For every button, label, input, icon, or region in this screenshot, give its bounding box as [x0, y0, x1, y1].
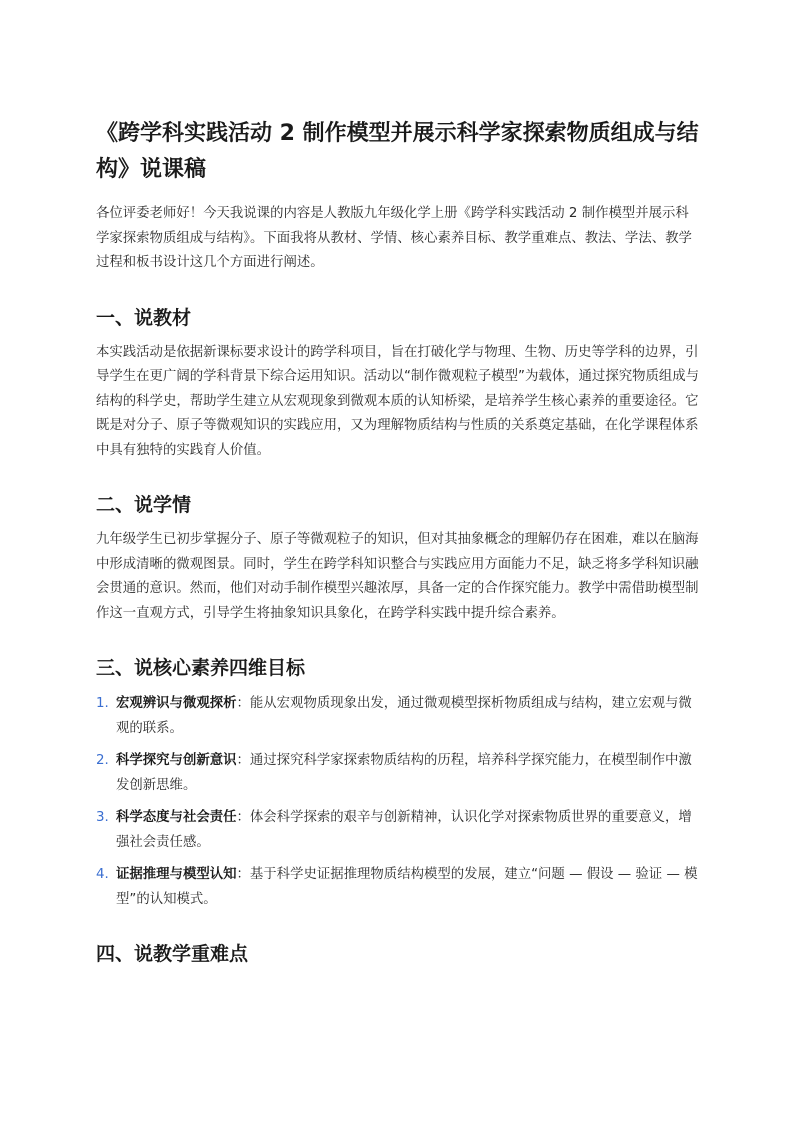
- goal-description: ：体会科学探索的艰辛与创新精神，认识化学对探索物质世界的重要意义，增强社会责任感。: [116, 810, 692, 850]
- goal-term: 证据推理与模型认知: [116, 867, 237, 882]
- list-number: 1.: [96, 696, 109, 711]
- list-number: 2.: [96, 753, 109, 768]
- list-number: 3.: [96, 810, 109, 825]
- list-item: [96, 692, 700, 741]
- list-number: 4.: [96, 867, 109, 882]
- goal-term: 科学态度与社会责任: [116, 810, 237, 825]
- goal-list: [96, 692, 700, 912]
- document-title: 《跨学科实践活动 2 制作模型并展示科学家探索物质组成与结构》说课稿: [96, 121, 699, 182]
- section-heading-textbook: 一、说教材: [96, 306, 192, 329]
- section-heading-key-points: 四、说教学重难点: [96, 943, 249, 965]
- list-item: [96, 806, 700, 855]
- list-item: [96, 863, 700, 912]
- list-item: [96, 749, 700, 798]
- goal-description: ：通过探究科学家探索物质结构的历程，培养科学探究能力，在模型制作中激发创新思维。: [116, 753, 692, 793]
- goal-description: ：能从宏观物质现象出发，通过微观模型探析物质组成与结构，建立宏观与微观的联系。: [116, 696, 692, 736]
- intro-paragraph: 各位评委老师好！今天我说课的内容是人教版九年级化学上册《跨学科实践活动 2 制作模型并展示科学家探索物质组成与结构》。下面我将从教材、学情、核心素养目标、教学重难点、教法、学法、教学过程和板书设计这几个方面进行阐述。: [96, 206, 692, 270]
- section-heading-goals: 三、说核心素养四维目标: [96, 657, 306, 679]
- section-text-students: 九年级学生已初步掌握分子、原子等微观粒子的知识，但对其抽象概念的理解仍存在困难，难以在脑海中形成清晰的微观图景。同时，学生在跨学科知识整合与实践应用方面能力不足，缺乏将多学科知识融会贯通的意识。然而，他们对动手制作模型兴趣浓厚，具备一定的合作探究能力。教学中需借助模型制作这一直观方式，引导学生将抽象知识具象化，在跨学科实践中提升综合素养。: [96, 532, 699, 621]
- goal-term: 科学探究与创新意识: [116, 753, 237, 768]
- section-text-textbook: 本实践活动是依据新课标要求设计的跨学科项目，旨在打破化学与物理、生物、历史等学科的边界，引导学生在更广阔的学科背景下综合运用知识。活动以“制作微观粒子模型”为载体，通过探究物质组成与结构的科学史，帮助学生建立从宏观现象到微观本质的认知桥梁，是培养学生核心素养的重要途径。它既是对分子、原子等微观知识的实践应用，又为理解物质结构与性质的关系奠定基础，在化学课程体系中具有独特的实践育人价值。: [96, 344, 700, 458]
- goal-term: 宏观辨识与微观探析: [116, 696, 237, 711]
- goal-description: ：基于科学史证据推理物质结构模型的发展，建立“问题 — 假设 — 验证 — 模型”的认知模式。: [116, 867, 698, 907]
- document-page: [96, 116, 700, 969]
- section-heading-students: 二、说学情: [96, 494, 192, 516]
